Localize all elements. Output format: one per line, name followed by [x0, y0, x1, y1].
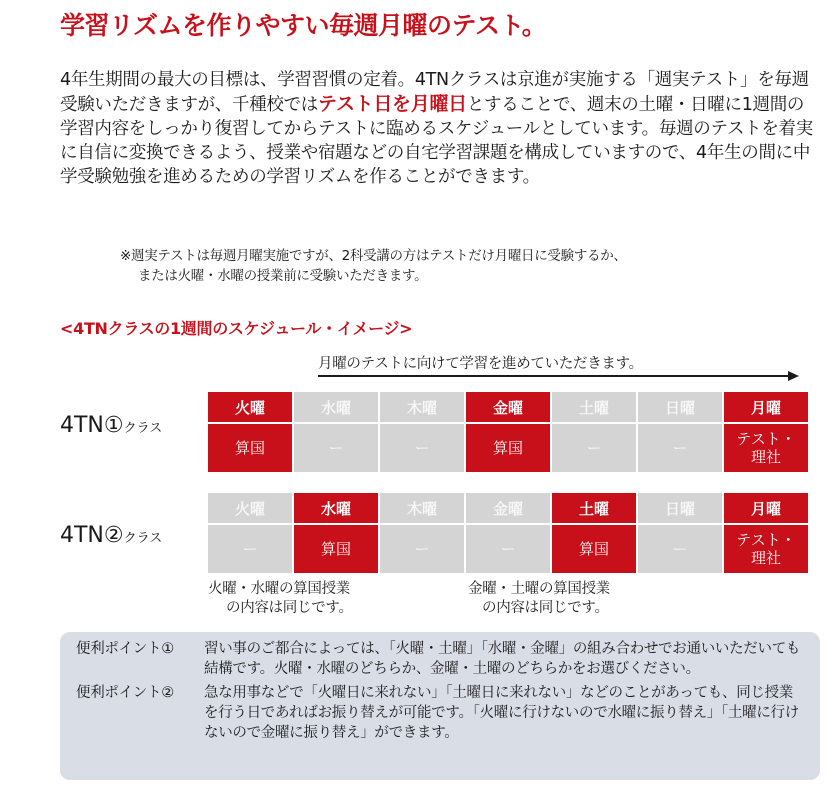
schedule-grid-class-1	[208, 392, 808, 472]
point-1	[76, 639, 804, 679]
convenience-points-box	[60, 632, 820, 780]
day-header-cell: 木曜	[380, 493, 464, 523]
day-content-cell: ー	[380, 525, 464, 573]
schedule-content-row	[208, 424, 808, 472]
day-header-cell: 日曜	[638, 392, 722, 422]
day-content-cell: ー	[294, 424, 378, 472]
note-line-2: または火曜・水曜の授業前に受験いただきます。	[138, 268, 428, 284]
intro-text-2: とすることで、週末の土曜・日曜に1週間の学習内容をしっかり復習してからテストに臨めるスケジュールとしています。毎週のテストを着実に自信に変換できるよう、授業や宿題などの自宅学習課題を構成していますので、4年生の間に中学受験勉強を進めるための学習リズムを作ることができます。	[60, 95, 813, 187]
day-header-cell: 月曜	[724, 392, 808, 422]
intro-paragraph	[60, 68, 820, 189]
same-content-1-line-1: 火曜・水曜の算国授業	[208, 581, 350, 597]
day-header-cell: 木曜	[380, 392, 464, 422]
schedule-arrow-label: 月曜のテストに向けて学習を進めていただきます。	[318, 356, 643, 372]
point-2-text: 急な用事などで「火曜日に来れない」「土曜日に来れない」などのことがあっても、同じ授業を行う日であればお振り替えが可能です。「火曜に行けないので水曜に振り替え」「土曜に行けないので金曜に振り替え」ができます。	[204, 685, 799, 741]
schedule-content-row	[208, 525, 808, 573]
day-header-cell: 火曜	[208, 392, 292, 422]
day-header-cell: 水曜	[294, 493, 378, 523]
day-header-cell: 金曜	[466, 392, 550, 422]
day-header-cell: 土曜	[552, 392, 636, 422]
day-header-cell: 土曜	[552, 493, 636, 523]
day-content-cell: テスト・ 理社	[724, 525, 808, 573]
day-content-cell: ー	[208, 525, 292, 573]
arrow-right-icon	[788, 371, 799, 381]
class-name-1: 4TN①	[60, 413, 124, 438]
day-header-cell: 火曜	[208, 493, 292, 523]
same-content-1-line-2: の内容は同じです。	[226, 600, 353, 616]
class-label-2	[60, 523, 162, 548]
day-header-cell: 月曜	[724, 493, 808, 523]
day-header-cell: 金曜	[466, 493, 550, 523]
day-header-cell: 日曜	[638, 493, 722, 523]
class-suffix-2: クラス	[123, 531, 163, 546]
day-content-cell: 算国	[294, 525, 378, 573]
day-content-cell: 算国	[208, 424, 292, 472]
point-2-label: 便利ポイント②	[76, 685, 174, 701]
day-content-cell: ー	[552, 424, 636, 472]
schedule-header-row	[208, 392, 808, 422]
schedule-header-row	[208, 493, 808, 523]
intro-highlight: テスト日を月曜日	[318, 93, 467, 115]
same-content-2-line-2: の内容は同じです。	[482, 600, 609, 616]
point-1-text: 習い事のご都合によっては、「火曜・土曜」「水曜・金曜」の組み合わせでお通いいただいても結構です。火曜・水曜のどちらか、金曜・土曜のどちらかをお選びください。	[204, 641, 801, 677]
day-content-cell: ー	[466, 525, 550, 573]
same-content-note-2	[468, 580, 610, 618]
day-content-cell: ー	[638, 424, 722, 472]
note-line-1: ※週実テストは毎週月曜実施ですが、2科受講の方はテストだけ月曜日に受験するか、	[120, 248, 627, 264]
point-2	[76, 683, 804, 743]
class-suffix-1: クラス	[123, 421, 163, 436]
test-note	[120, 246, 820, 286]
same-content-note-1	[208, 580, 353, 618]
page-title: 学習リズムを作りやすい毎週月曜のテスト。	[60, 11, 547, 40]
same-content-2-line-1: 金曜・土曜の算国授業	[468, 581, 610, 597]
point-1-label: 便利ポイント①	[76, 641, 174, 657]
day-content-cell: ー	[638, 525, 722, 573]
schedule-title: <4TNクラスの1週間のスケジュール・イメージ>	[60, 319, 413, 338]
day-content-cell: ー	[380, 424, 464, 472]
day-content-cell: テスト・ 理社	[724, 424, 808, 472]
day-header-cell: 水曜	[294, 392, 378, 422]
class-label-1	[60, 413, 162, 438]
class-name-2: 4TN②	[60, 523, 124, 548]
schedule-grid-class-2	[208, 493, 808, 573]
schedule-arrow-line	[318, 375, 790, 377]
day-content-cell: 算国	[552, 525, 636, 573]
day-content-cell: 算国	[466, 424, 550, 472]
intro-text-1: 4年生期間の最大の目標は、学習習慣の定着。4TNクラスは京進が実施する「週実テスト」を毎週受験いただきますが、千種校では	[60, 70, 809, 115]
